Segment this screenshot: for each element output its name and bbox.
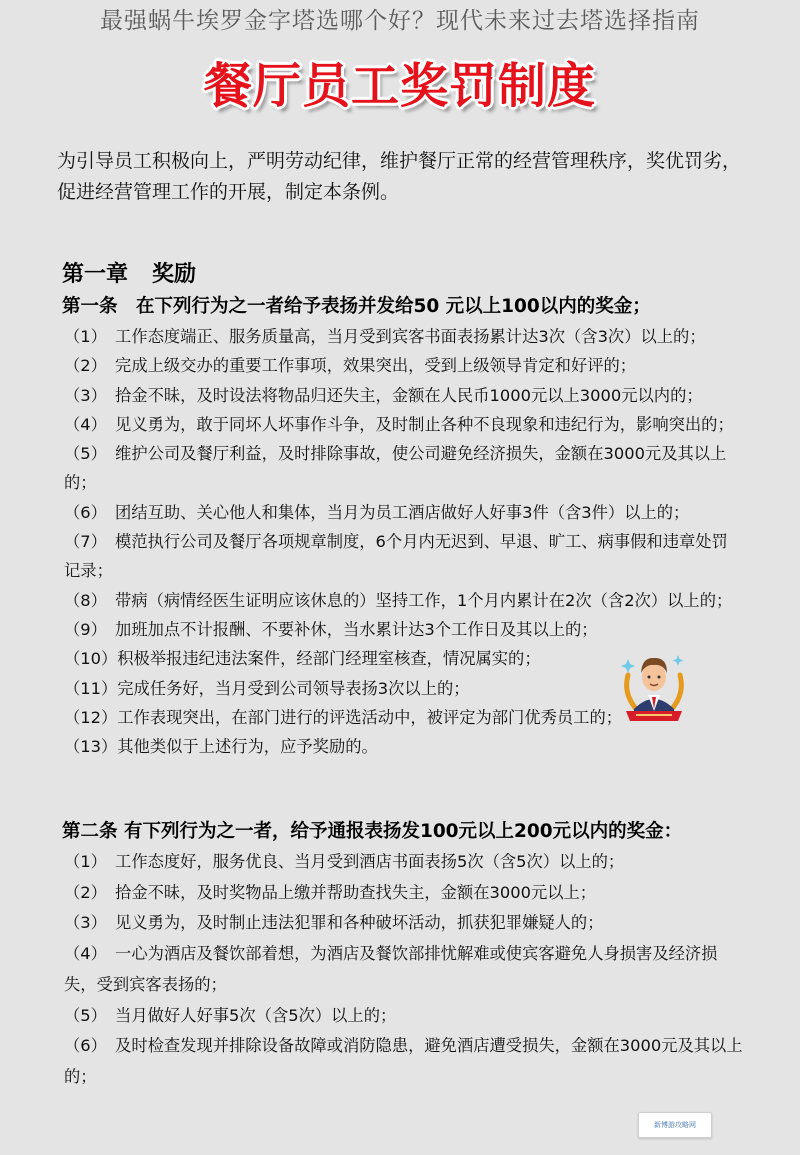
- list-item: （4） 见义勇为，敢于同坏人坏事作斗争，及时制止各种不良现象和违纪行为，影响突出的；: [64, 414, 734, 434]
- list-item: （12）工作表现突出，在部门进行的评选活动中，被评定为部门优秀员工的；: [64, 707, 623, 727]
- list-item: （3） 拾金不昧，及时设法将物品归还失主，金额在人民币1000元以上3000元以内的；: [64, 385, 703, 405]
- list-item: （9） 加班加点不计报酬、不要补休，当水累计达3个工作日及其以上的；: [64, 619, 598, 639]
- watermark-logo: 新博游攻略网: [638, 1112, 712, 1138]
- list-item: （5） 维护公司及餐厅利益，及时排除事故，使公司避免经济损失，金额在3000元及其以上的；: [64, 444, 727, 493]
- list-item: （10）积极举报违纪违法案件，经部门经理室核查，情况属实的；: [64, 649, 541, 669]
- list-item: （3） 见义勇为，及时制止违法犯罪和各种破坏活动，抓获犯罪嫌疑人的；: [64, 913, 604, 933]
- list-item: （6） 团结互助、关心他人和集体，当月为员工酒店做好人好事3件（含3件）以上的；: [64, 502, 690, 522]
- list-item: （7） 模范执行公司及餐厅各项规章制度，6个月内无迟到、早退、旷工、病事假和违章处罚记录；: [64, 532, 728, 581]
- main-heading: 餐厅员工奖罚制度: [203, 58, 596, 114]
- article-2-list: [64, 847, 744, 1093]
- list-item: （2） 完成上级交办的重要工作事项，效果突出，受到上级领导肯定和好评的；: [64, 356, 637, 376]
- page-title: 最强蜗牛埃罗金字塔选哪个好？现代未来过去塔选择指南: [100, 8, 700, 34]
- list-item: （11）完成任务好，当月受到公司领导表扬3次以上的；: [64, 678, 470, 698]
- chapter-number: 第一章: [62, 262, 129, 287]
- chapter-name: 奖励: [152, 262, 197, 287]
- list-item: （2） 拾金不昧，及时奖物品上缴并帮助查找失主，金额在3000元以上；: [64, 882, 597, 902]
- article-2-title: 第二条 有下列行为之一者，给予通报表扬发100元以上200元以内的奖金：: [62, 821, 683, 842]
- list-item: （6） 及时检查发现并排除设备故障或消防隐患，避免酒店遭受损失，金额在3000元及其以上的；: [64, 1036, 743, 1086]
- intro-paragraph: 为引导员工积极向上，严明劳动纪律，维护餐厅正常的经营管理秩序，奖优罚劣，促进经营管理工作的开展，制定本条例。: [57, 150, 742, 203]
- list-item: （1） 工作态度端正、服务质量高，当月受到宾客书面表扬累计达3次（含3次）以上的；: [64, 327, 706, 346]
- list-item: （1） 工作态度好，服务优良、当月受到酒店书面表扬5次（含5次）以上的；: [64, 852, 625, 871]
- list-item: （8） 带病（病情经医生证明应该休息的）坚持工作，1个月内累计在2次（含2次）以上的；: [64, 590, 733, 610]
- employee-award-badge-icon: [616, 645, 692, 725]
- article-1-title: 第一条 在下列行为之一者给予表扬并发给50 元以上100以内的奖金；: [62, 296, 651, 317]
- list-item: （4） 一心为酒店及餐饮部着想，为酒店及餐饮部排忧解难或使宾客避免人身损害及经济损失，受到宾客表扬的；: [64, 944, 718, 994]
- list-item: （5） 当月做好人好事5次（含5次）以上的；: [64, 1005, 397, 1025]
- list-item: （13）其他类似于上述行为，应予奖励的。: [64, 737, 378, 757]
- chapter-heading: [62, 258, 196, 292]
